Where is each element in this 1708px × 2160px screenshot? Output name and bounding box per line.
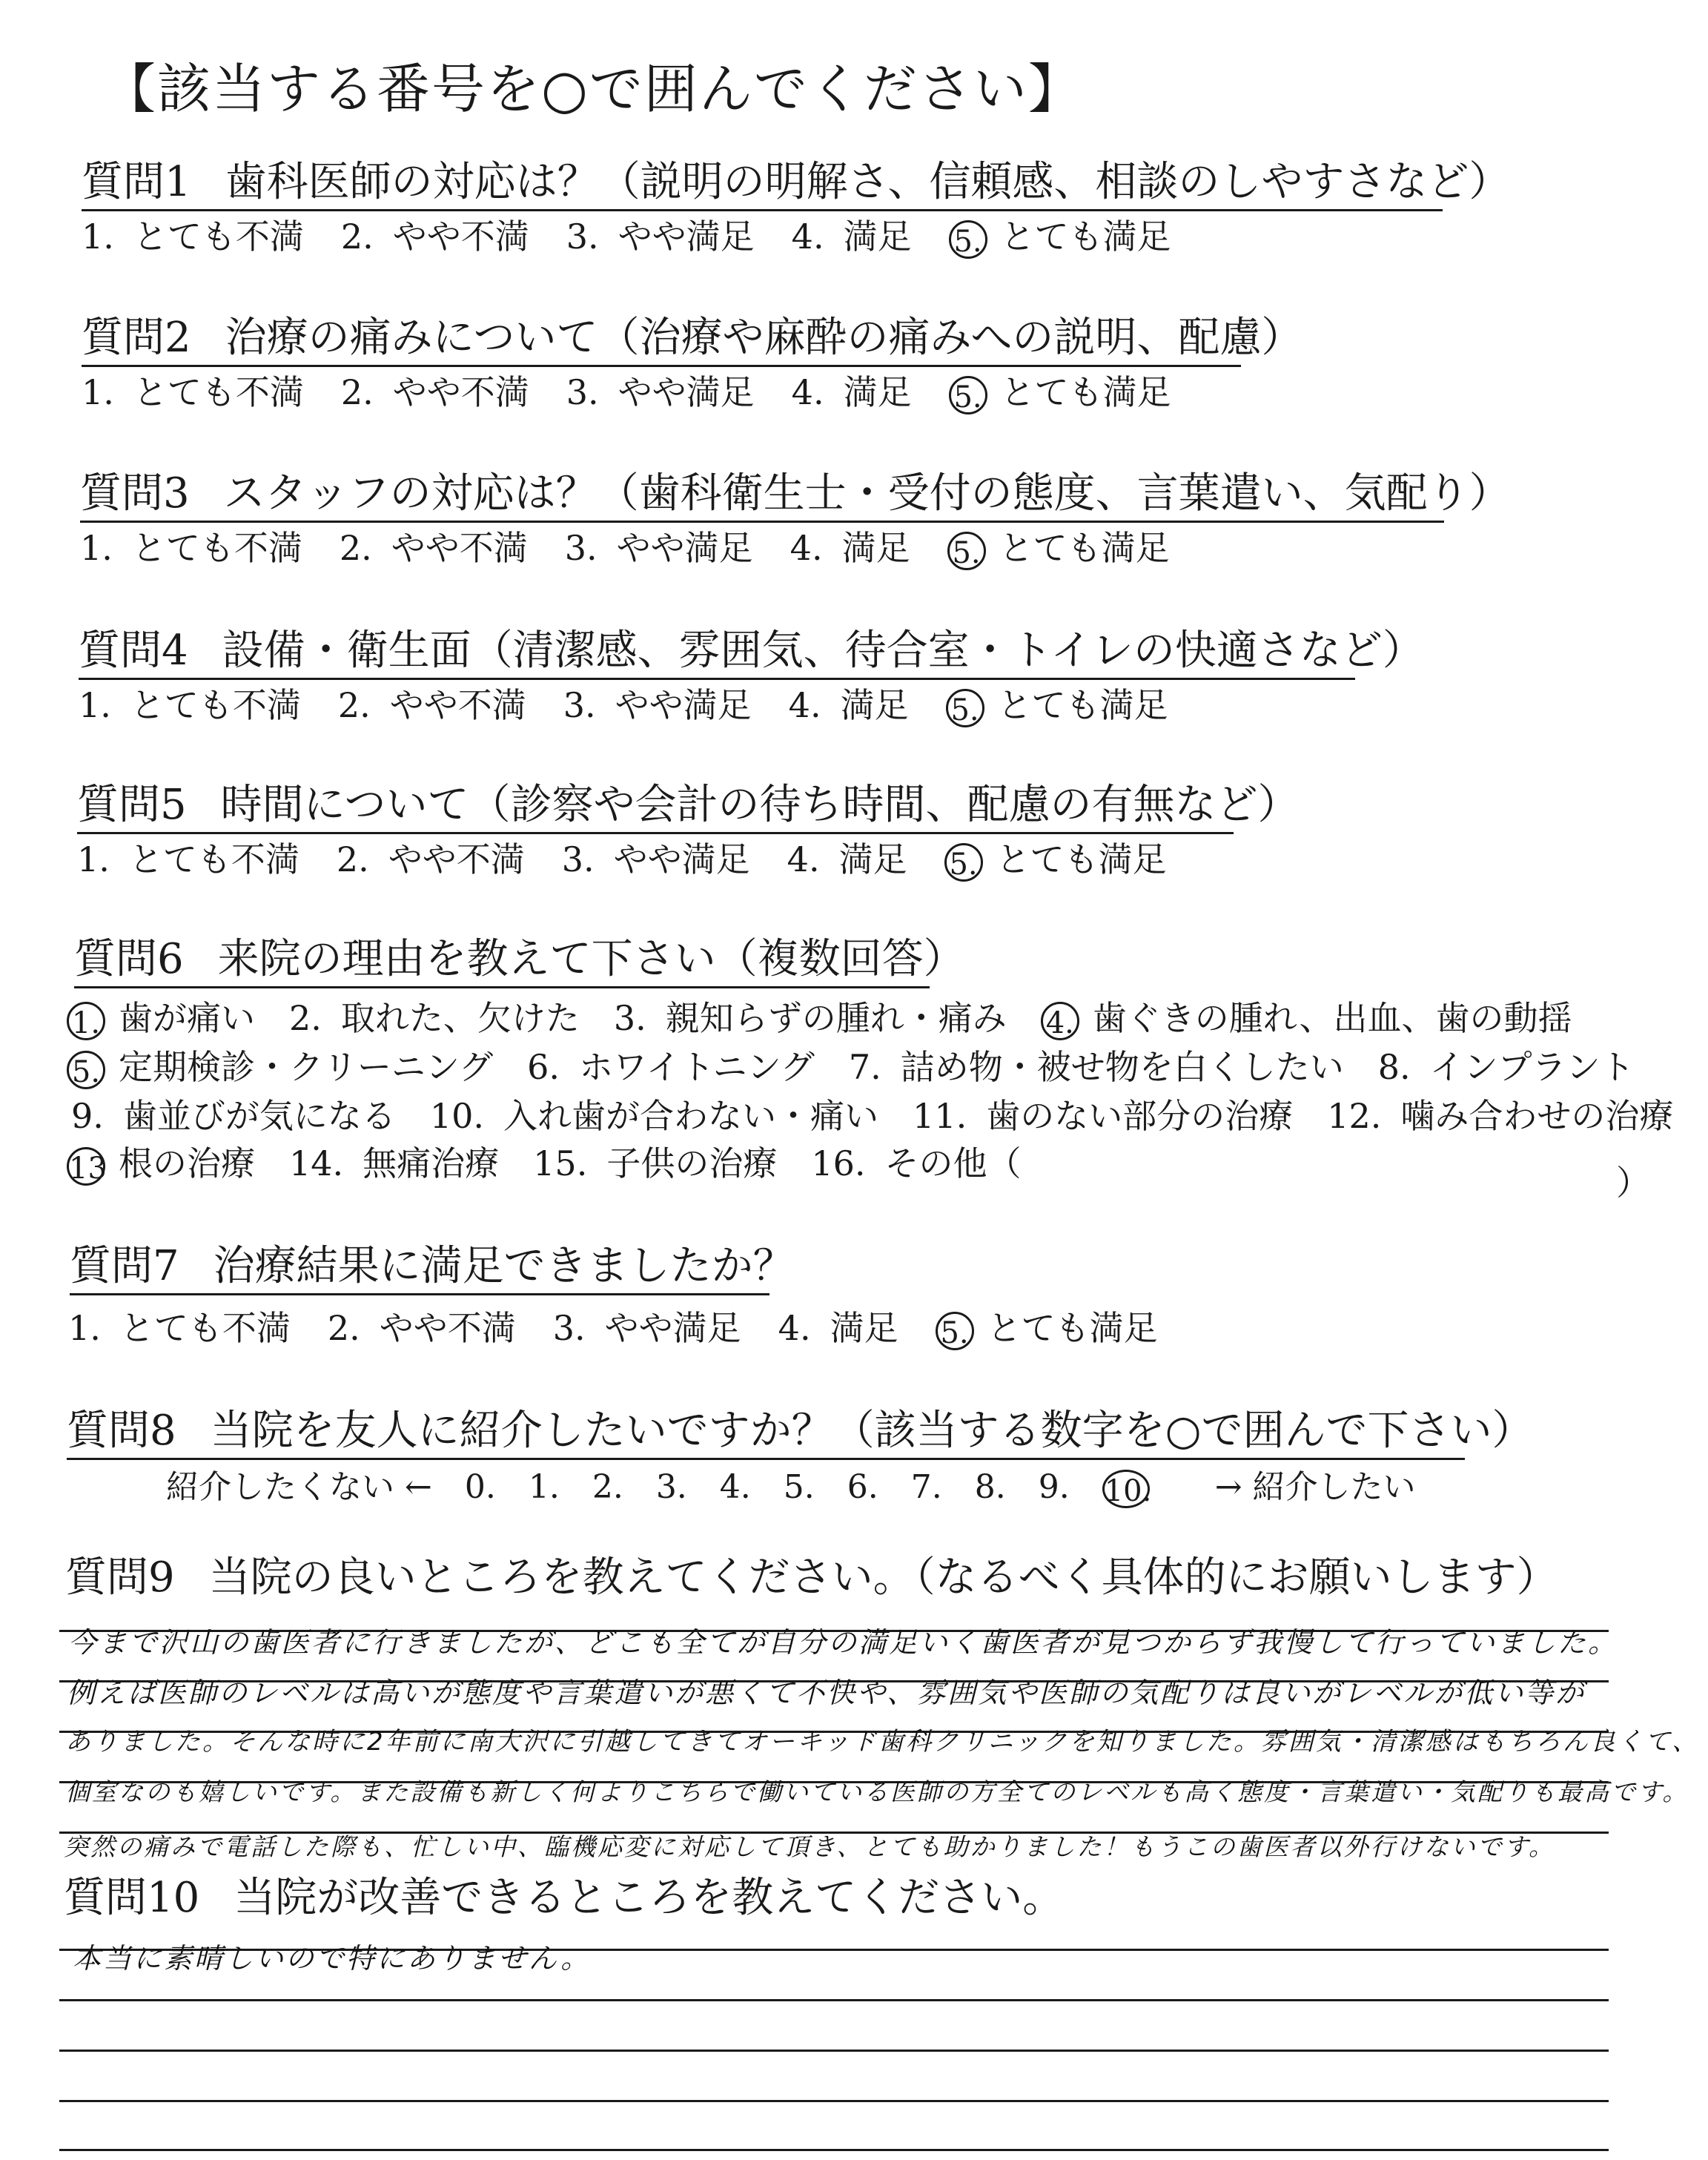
reason-option-12[interactable] xyxy=(1327,1096,1674,1136)
option-5[interactable] xyxy=(949,372,1171,415)
option-label: やや不満 xyxy=(388,839,525,879)
option-number: 14. xyxy=(289,1143,344,1183)
option-label: やや不満 xyxy=(392,372,529,412)
option-number: 10. xyxy=(429,1096,485,1136)
option-number: 8. xyxy=(1377,1047,1411,1087)
selected-scale-value[interactable]: 10. xyxy=(1102,1470,1150,1508)
option-label: とても不満 xyxy=(128,839,299,879)
option-2[interactable] xyxy=(337,685,526,725)
reason-option-1[interactable] xyxy=(67,998,255,1040)
answer-line xyxy=(59,2100,1609,2102)
scale-left-label: 紹介したくない ← xyxy=(166,1467,432,1506)
option-label: やや満足 xyxy=(616,528,753,568)
option-3[interactable] xyxy=(566,217,755,257)
option-label: やや不満 xyxy=(391,528,528,568)
option-number: 4. xyxy=(778,1308,811,1348)
selected-option-number: 5. xyxy=(944,843,983,882)
answer-line xyxy=(59,2149,1609,2151)
answer-text: 今まで沢山の歯医者に行きましたが、どこも全てが自分の満足いく歯医者が見つからず我慢して行っていました。 xyxy=(68,1626,1619,1659)
option-label: ホワイトニング xyxy=(578,1047,815,1087)
option-4[interactable] xyxy=(790,528,910,568)
scale-value[interactable]: 9. xyxy=(1038,1467,1070,1506)
question-5-options xyxy=(77,839,1204,882)
option-label: 入れ歯が合わない・痛い xyxy=(503,1096,879,1136)
selected-option-number: 5. xyxy=(947,532,986,570)
question-8-title xyxy=(67,1407,1534,1455)
reason-option-9[interactable] xyxy=(71,1096,396,1136)
option-3[interactable] xyxy=(566,372,755,412)
option-label: その他（ xyxy=(884,1143,1022,1183)
option-number: 1. xyxy=(77,839,110,879)
answer-text: 例えば医師のレベルは高いが態度や言葉遣いが悪くて不快や、雰囲気や医師の気配りは良いがレベルが低い等が xyxy=(67,1677,1586,1709)
option-number: 4. xyxy=(788,685,821,725)
selected-option-number: 13 xyxy=(67,1147,105,1186)
question-number: 質問4 xyxy=(79,627,188,675)
option-4[interactable] xyxy=(788,685,909,725)
option-number: 11. xyxy=(913,1096,967,1136)
question-text: 時間について（診察や会計の待ち時間、配慮の有無など） xyxy=(220,781,1300,829)
option-label: やや満足 xyxy=(604,1308,741,1348)
question-text: 歯科医師の対応は？（説明の明解さ、信頼感、相談のしやすさなど） xyxy=(225,158,1511,206)
option-label: とても不満 xyxy=(133,372,304,412)
option-label: 歯が痛い xyxy=(119,998,255,1038)
reason-option-3[interactable] xyxy=(613,998,1007,1038)
option-label: やや不満 xyxy=(389,685,526,725)
option-number: 16. xyxy=(811,1143,866,1183)
scale-value[interactable]: 6. xyxy=(847,1467,878,1506)
recommend-scale xyxy=(166,1467,1449,1508)
option-number: 3. xyxy=(566,372,599,412)
reason-option-13[interactable] xyxy=(67,1143,255,1186)
question-2-options xyxy=(82,372,1208,415)
reason-option-16[interactable] xyxy=(811,1143,1022,1183)
reason-option-14[interactable] xyxy=(289,1143,500,1183)
option-number: 3. xyxy=(563,685,596,725)
question-text: 当院が改善できるところを教えてください。 xyxy=(234,1874,1065,1922)
option-3[interactable] xyxy=(552,1308,741,1348)
option-1[interactable] xyxy=(80,528,302,568)
option-1[interactable] xyxy=(82,217,304,257)
option-number: 1. xyxy=(68,1308,101,1348)
option-number: 2. xyxy=(336,839,369,879)
selected-option-number: 4. xyxy=(1041,1002,1079,1040)
option-5[interactable] xyxy=(949,219,1171,259)
option-label: とても不満 xyxy=(119,1308,291,1348)
option-label: やや満足 xyxy=(618,217,755,257)
option-label: 歯のない部分の治療 xyxy=(986,1096,1294,1136)
underline xyxy=(79,678,1355,680)
option-number: 2. xyxy=(337,685,371,725)
answer-text: 個室なのも嬉しいです。また設備も新しく何よりこちらで働いている医師の方全てのレベルも高く態度・言葉遣い・気配りも最高です。 xyxy=(65,1777,1689,1806)
option-2[interactable] xyxy=(340,217,529,257)
question-text: 来院の理由を教えて下さい（複数回答） xyxy=(217,935,965,983)
option-number: 3. xyxy=(552,1308,586,1348)
question-4-title xyxy=(79,627,1424,675)
reason-option-11[interactable] xyxy=(913,1096,1294,1136)
option-label: 満足 xyxy=(840,685,909,725)
option-4[interactable] xyxy=(791,217,912,257)
option-label: 満足 xyxy=(841,528,910,568)
question-5-title xyxy=(77,781,1300,829)
option-label: 満足 xyxy=(843,217,912,257)
option-3[interactable] xyxy=(561,839,750,879)
scale-value[interactable]: 1. xyxy=(528,1467,560,1506)
option-1[interactable] xyxy=(68,1308,291,1348)
question-4-options xyxy=(79,685,1205,727)
reason-row-3 xyxy=(71,1096,1707,1136)
reason-option-6[interactable] xyxy=(527,1047,815,1087)
reason-option-10[interactable] xyxy=(429,1096,879,1136)
question-6-title xyxy=(74,935,965,983)
option-number: 3. xyxy=(566,217,599,257)
option-label: やや不満 xyxy=(392,217,529,257)
option-label: 無痛治療 xyxy=(363,1143,500,1183)
option-1[interactable] xyxy=(77,839,299,879)
selected-option-number: 5. xyxy=(949,376,987,415)
option-label: やや満足 xyxy=(618,372,755,412)
question-number: 質問7 xyxy=(70,1242,179,1290)
option-label: とても満足 xyxy=(1000,372,1171,412)
option-number: 1. xyxy=(79,685,111,725)
option-label: 満足 xyxy=(838,839,907,879)
reason-option-4[interactable] xyxy=(1041,998,1572,1040)
question-9-title xyxy=(65,1553,1558,1602)
selected-option-number: 5. xyxy=(936,1312,974,1350)
question-text: 治療の痛みについて（治療や麻酔の痛みへの説明、配慮） xyxy=(225,314,1303,362)
option-label: 歯ぐきの腫れ、出血、歯の動揺 xyxy=(1092,998,1572,1038)
option-2[interactable] xyxy=(336,839,525,879)
answer-text: ありました。そんな時に2年前に南大沢に引越してきてオーキッド歯科クリニックを知りました。雰囲気・清潔感はもちろん良くて、 xyxy=(65,1727,1700,1757)
option-1[interactable] xyxy=(82,372,304,412)
question-number: 質問1 xyxy=(82,158,191,206)
option-label: 親知らずの腫れ・痛み xyxy=(665,998,1007,1038)
option-label: 満足 xyxy=(830,1308,898,1348)
underline xyxy=(82,365,1241,367)
option-number: 15. xyxy=(533,1143,588,1183)
question-1-title xyxy=(82,158,1511,206)
question-number: 質問9 xyxy=(65,1553,175,1602)
option-label: とても満足 xyxy=(987,1308,1158,1348)
question-number: 質問2 xyxy=(82,314,191,362)
option-label: とても満足 xyxy=(1000,217,1171,257)
question-text: スタッフの対応は？（歯科衛生士・受付の態度、言葉遣い、気配り） xyxy=(223,469,1511,518)
scale-value[interactable]: 3. xyxy=(655,1467,687,1506)
option-label: 満足 xyxy=(843,372,912,412)
option-label: とても不満 xyxy=(131,528,302,568)
reason-option-5[interactable] xyxy=(67,1047,494,1089)
scale-values xyxy=(464,1467,1182,1508)
option-5[interactable] xyxy=(944,839,1167,882)
option-3[interactable] xyxy=(563,685,752,725)
option-2[interactable] xyxy=(340,372,529,412)
option-label: とても満足 xyxy=(996,839,1167,879)
question-7-title xyxy=(70,1242,795,1290)
underline xyxy=(70,1293,769,1295)
option-label: とても満足 xyxy=(999,528,1170,568)
question-3-title xyxy=(80,469,1511,518)
option-label: 根の治療 xyxy=(119,1143,255,1183)
option-number: 4. xyxy=(790,528,823,568)
option-number: 9. xyxy=(71,1096,104,1136)
answer-line xyxy=(59,2050,1609,2052)
question-10-title xyxy=(64,1874,1065,1922)
reason-option-15[interactable] xyxy=(533,1143,778,1183)
scale-value[interactable]: 8. xyxy=(974,1467,1006,1506)
reason-option-8[interactable] xyxy=(1377,1047,1635,1087)
reason-option-2[interactable] xyxy=(289,998,580,1038)
answer-text: 突然の痛みで電話した際も、忙しい中、臨機応変に対応して頂き、とても助かりました！もうこの歯医者以外行けないです。 xyxy=(64,1832,1556,1861)
option-1[interactable] xyxy=(79,685,301,725)
option-5[interactable] xyxy=(936,1308,1158,1350)
underline xyxy=(77,832,1234,834)
question-3-options xyxy=(80,528,1207,570)
question-text: 当院を友人に紹介したいですか？（該当する数字を○で囲んで下さい） xyxy=(210,1407,1534,1455)
question-1-options xyxy=(82,219,1208,259)
option-number: 2. xyxy=(340,217,374,257)
answer-line xyxy=(59,1999,1609,2001)
option-number: 4. xyxy=(791,372,824,412)
scale-value[interactable]: 2. xyxy=(592,1467,623,1506)
reason-row-4 xyxy=(67,1143,1055,1186)
option-number: 2. xyxy=(327,1308,360,1348)
option-number: 3. xyxy=(564,528,598,568)
option-number: 2. xyxy=(289,998,322,1038)
option-label: 定期検診・クリーニング xyxy=(119,1047,494,1087)
option-4[interactable] xyxy=(778,1308,898,1348)
reason-row-2 xyxy=(67,1047,1669,1089)
page-heading: 【該当する番号を○で囲んでください】 xyxy=(102,58,1083,120)
question-2-title xyxy=(82,314,1303,362)
reason-row-1 xyxy=(67,998,1606,1040)
option-label: 取れた、欠けた xyxy=(340,998,580,1038)
option-4[interactable] xyxy=(787,839,907,879)
option-5[interactable] xyxy=(947,528,1170,570)
option-number: 4. xyxy=(791,217,824,257)
question-number: 質問5 xyxy=(77,781,187,829)
underline xyxy=(80,521,1444,523)
selected-option-number: 5. xyxy=(946,689,984,727)
option-3[interactable] xyxy=(564,528,753,568)
option-label: やや不満 xyxy=(379,1308,516,1348)
option-number: 2. xyxy=(339,528,372,568)
option-label: とても満足 xyxy=(997,685,1168,725)
selected-option-number: 1. xyxy=(67,1002,105,1040)
question-text: 設備・衛生面（清潔感、雰囲気、待合室・トイレの快適さなど） xyxy=(222,627,1424,675)
scale-value[interactable]: 0. xyxy=(464,1467,496,1506)
option-5[interactable] xyxy=(946,685,1168,727)
option-label: やや満足 xyxy=(615,685,752,725)
question-text: 治療結果に満足できましたか？ xyxy=(213,1242,795,1290)
option-number: 3. xyxy=(613,998,646,1038)
option-2[interactable] xyxy=(327,1308,516,1348)
option-number: 12. xyxy=(1327,1096,1382,1136)
question-number: 質問3 xyxy=(80,469,190,518)
option-label: 子供の治療 xyxy=(606,1143,778,1183)
scale-value[interactable]: 5. xyxy=(783,1467,815,1506)
option-number: 4. xyxy=(787,839,820,879)
option-number: 1. xyxy=(82,217,114,257)
scale-right-label: → 紹介したい xyxy=(1214,1467,1416,1506)
underline xyxy=(82,209,1443,211)
option-label: とても不満 xyxy=(133,217,304,257)
option-label: やや満足 xyxy=(613,839,750,879)
option-number: 6. xyxy=(527,1047,560,1087)
option-number: 3. xyxy=(561,839,595,879)
question-number: 質問8 xyxy=(67,1407,176,1455)
answer-text: 本当に素晴しいので特にありません。 xyxy=(73,1942,592,1975)
option-4[interactable] xyxy=(791,372,912,412)
other-close-paren: ） xyxy=(1616,1163,1650,1203)
option-2[interactable] xyxy=(339,528,528,568)
option-label: 歯並びが気になる xyxy=(122,1096,396,1136)
option-number: 1. xyxy=(80,528,113,568)
option-label: インプラント xyxy=(1429,1047,1635,1087)
option-number: 1. xyxy=(82,372,114,412)
selected-option-number: 5. xyxy=(949,220,987,259)
option-number: 7. xyxy=(848,1047,881,1087)
question-7-options xyxy=(68,1308,1195,1350)
scale-value[interactable]: 7. xyxy=(910,1467,942,1506)
option-label: とても不満 xyxy=(130,685,301,725)
option-label: 噛み合わせの治療 xyxy=(1400,1096,1674,1136)
question-number: 質問10 xyxy=(64,1874,200,1922)
option-number: 2. xyxy=(340,372,374,412)
question-text: 当院の良いところを教えてください。（なるべく具体的にお願いします） xyxy=(208,1553,1558,1602)
underline xyxy=(74,986,930,988)
selected-option-number: 5. xyxy=(67,1051,105,1089)
question-number: 質問6 xyxy=(74,935,184,983)
scale-value[interactable]: 4. xyxy=(719,1467,751,1506)
reason-option-7[interactable] xyxy=(848,1047,1344,1087)
option-label: 詰め物・被せ物を白くしたい xyxy=(900,1047,1344,1087)
underline xyxy=(67,1458,1465,1460)
